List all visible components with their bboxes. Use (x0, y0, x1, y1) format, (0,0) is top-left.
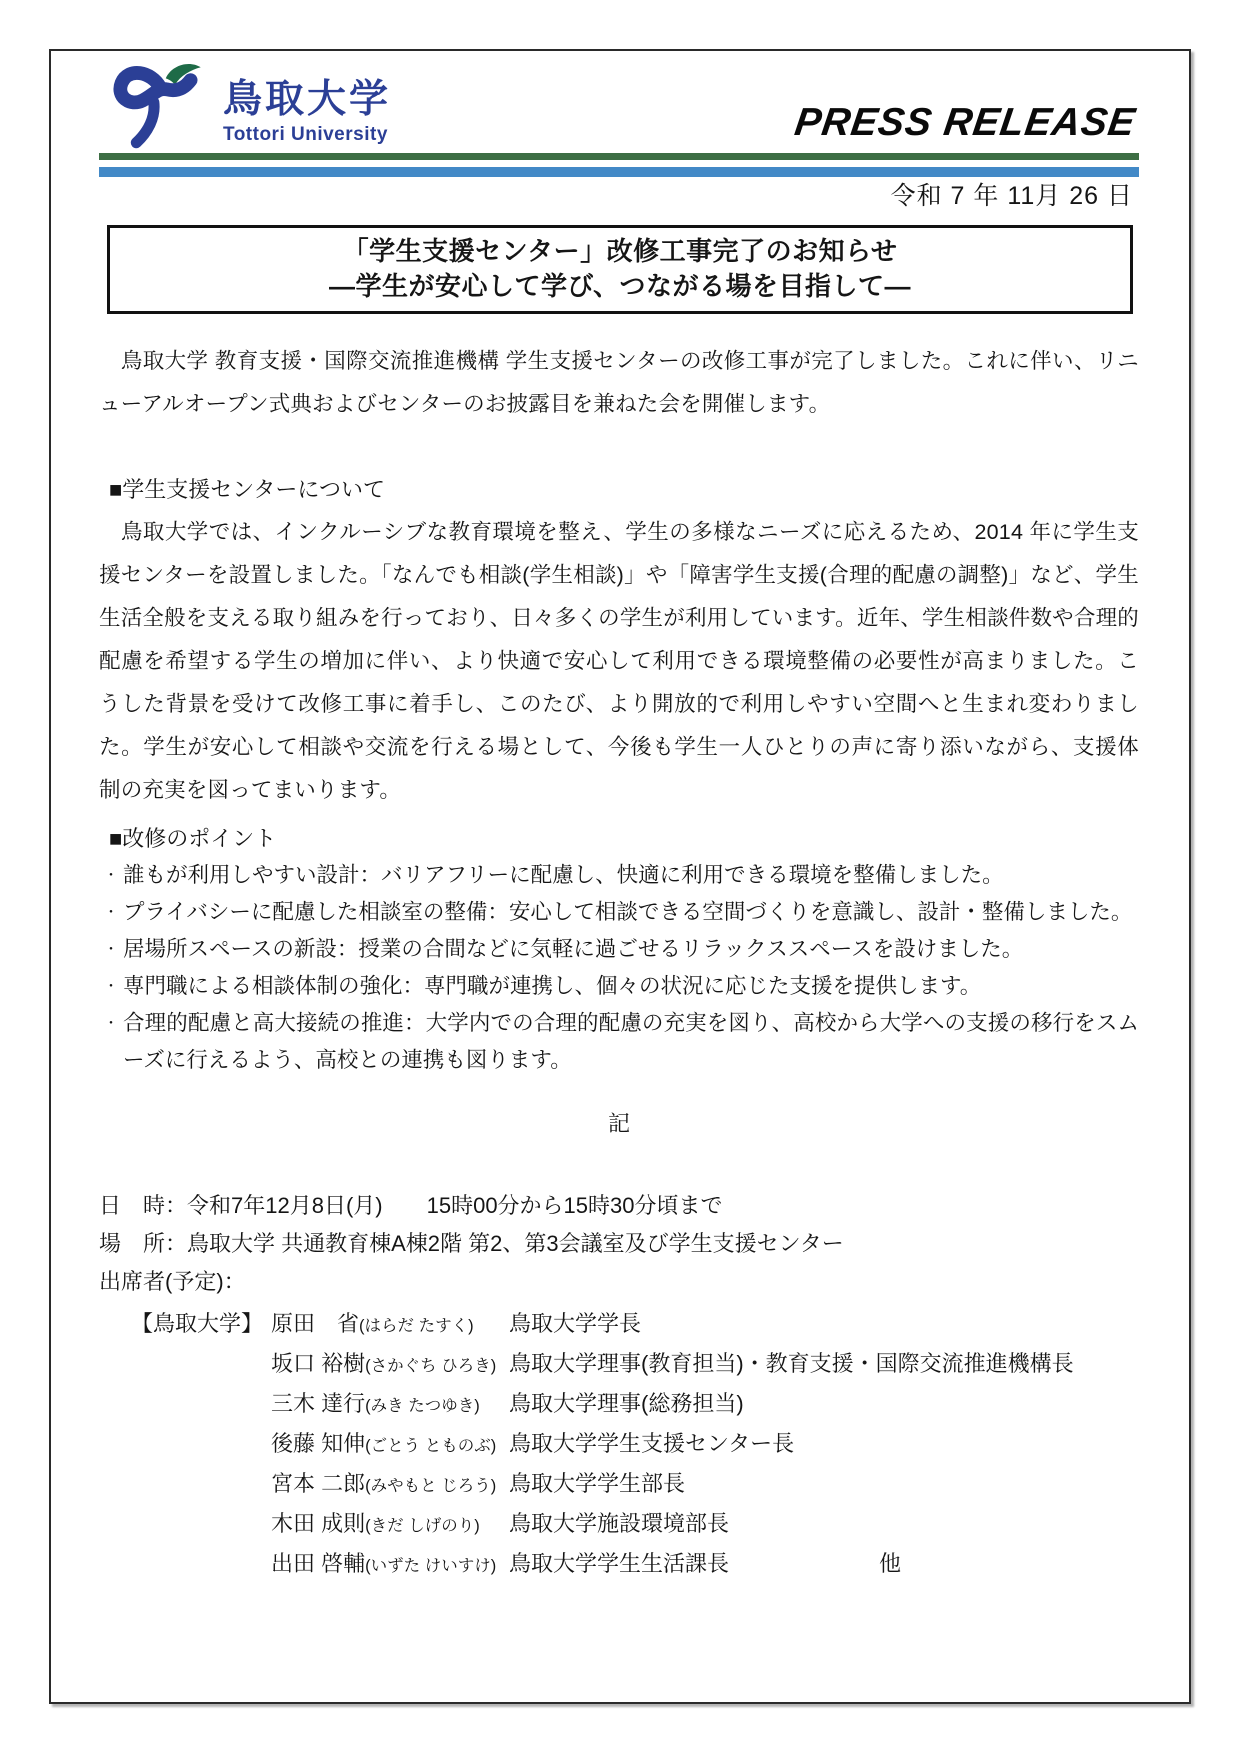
table-row (131, 1345, 1169, 1385)
attendees-others: 他 (879, 1551, 902, 1576)
list-item (99, 1005, 1139, 1079)
logo-title-en: Tottori University (223, 124, 388, 145)
bullet-icon: ・ (104, 978, 118, 994)
renovation-points-list (99, 857, 1139, 1079)
logo-title-jp: 鳥取大学 (223, 78, 392, 121)
page-header (51, 51, 1189, 153)
event-details (99, 1187, 1139, 1301)
attendee-title: 鳥取大学理事(総務担当) (509, 1391, 744, 1416)
attendee-kana: (みやもと じろう) (365, 1477, 497, 1495)
place-label: 場 所： (99, 1231, 188, 1256)
press-release-page (49, 49, 1191, 1704)
attendee-kana: (きだ しげのり) (365, 1517, 480, 1535)
table-row (131, 1385, 1169, 1425)
tottori-university-logo (111, 59, 391, 151)
attendee-name: 木田 成則(きだ しげのり) (271, 1511, 480, 1536)
bullet-icon: ・ (104, 867, 118, 883)
datetime-value: 令和7年12月8日(月) 15時00分から15時30分頃まで (187, 1193, 723, 1218)
attendee-kana: (いずた けいすけ) (365, 1557, 497, 1575)
attendee-title: 鳥取大学学生生活課長 他 (509, 1545, 1169, 1583)
attendee-name: 原田 省(はらだ たすく) (271, 1311, 474, 1336)
section-heading-points: ■改修のポイント (109, 826, 277, 851)
datetime-line (99, 1187, 1139, 1225)
attendee-title: 鳥取大学学生支援センター長 (509, 1431, 795, 1456)
section-heading-about: ■学生支援センターについて (109, 477, 385, 502)
bullet-icon: ・ (104, 904, 118, 920)
tottori-bird-logo-icon (111, 59, 215, 151)
table-row (131, 1465, 1169, 1505)
bullet-text: 誰もが利用しやすい設計：バリアフリーに配慮し、快適に利用できる環境を整備しました。 (123, 863, 1004, 887)
header-rule-blue (99, 167, 1139, 177)
attendee-kana: (ごとう とものぶ) (365, 1437, 497, 1455)
attendees-label-line (99, 1263, 1139, 1301)
title-line-2: ―学生が安心して学び、つながる場を目指して― (329, 271, 911, 301)
intro-paragraph: 鳥取大学 教育支援・国際交流推進機構 学生支援センターの改修工事が完了しました。これに伴い、リニューアルオープン式典およびセンターのお披露目を兼ねた会を開催します。 (99, 349, 1139, 416)
bullet-text: プライバシーに配慮した相談室の整備：安心して相談できる空間づくりを意識し、設計・整備しました。 (123, 900, 1133, 924)
attendee-title: 鳥取大学施設環境部長 (509, 1511, 730, 1536)
press-release-label: PRESS RELEASE (791, 101, 1139, 144)
bullet-text: 専門職による相談体制の強化：専門職が連携し、個々の状況に応じた支援を提供します。 (123, 974, 982, 998)
attendee-title: 鳥取大学学生部長 (509, 1471, 686, 1496)
bullet-icon: ・ (104, 941, 118, 957)
table-row (131, 1505, 1169, 1545)
attendee-name: 宮本 二郎(みやもと じろう) (271, 1471, 497, 1496)
table-row (131, 1425, 1169, 1465)
place-value: 鳥取大学 共通教育棟A棟2階 第2、第3会議室及び学生支援センター (187, 1231, 844, 1256)
title-box (107, 225, 1133, 314)
about-paragraph: 鳥取大学では、インクルーシブな教育環境を整え、学生の多様なニーズに応えるため、2014 年に学生支援センターを設置しました。「なんでも相談(学生相談)」や「障害学生支援(合理的配慮の調整)」など、学生生活全般を支える取り組みを行っており、日々多くの学生が利用しています。近年、学生相談件数や合理的配慮を希望する学生の増加に伴い、より快適で安心して利用できる環境整備の必要性が高まりました。こうした背景を受けて改修工事に着手し、このたび、より開放的で利用しやすい空間へと生まれ変わりました。学生が安心して相談や交流を行える場として、今後も学生一人ひとりの声に寄り添いながら、支援体制の充実を図ってまいります。 (99, 520, 1139, 802)
attendee-title: 鳥取大学理事(教育担当)・教育支援・国際交流推進機構長 (509, 1351, 1074, 1376)
attendee-kana: (はらだ たすく) (359, 1317, 474, 1335)
attendee-title: 鳥取大学学長 (509, 1311, 642, 1336)
list-item (99, 968, 1139, 1005)
title-line-1: 「学生支援センター」改修工事完了のお知らせ (342, 236, 898, 266)
attendee-name: 後藤 知伸(ごとう とものぶ) (271, 1431, 497, 1456)
attendee-name: 出田 啓輔(いずた けいすけ) (271, 1551, 497, 1576)
attendee-name: 三木 達行(みき たつゆき) (271, 1391, 480, 1416)
attendees-table (131, 1305, 1169, 1585)
list-item (99, 931, 1139, 968)
bullet-text: 居場所スペースの新設：授業の合間などに気軽に過ごせるリラックススペースを設けました。 (123, 937, 1024, 961)
place-line (99, 1225, 1139, 1263)
datetime-label: 日 時： (99, 1193, 188, 1218)
table-row (131, 1305, 1169, 1345)
attendee-name: 坂口 裕樹(さかぐち ひろき) (271, 1351, 497, 1376)
list-item (99, 894, 1139, 931)
header-rule-green (99, 153, 1139, 160)
release-date: 令和 7 年 11月 26 日 (890, 182, 1133, 210)
attendee-kana: (さかぐち ひろき) (365, 1357, 497, 1375)
table-row (131, 1545, 1169, 1585)
bullet-text: 合理的配慮と高大接続の推進：大学内での合理的配慮の充実を図り、高校から大学への支援の移行をスムーズに行えるよう、高校との連携も図ります。 (123, 1011, 1139, 1072)
bullet-icon: ・ (104, 1015, 118, 1031)
attendees-label: 出席者(予定)： (99, 1269, 246, 1294)
attendee-group: 【鳥取大学】 (131, 1311, 264, 1336)
attendee-kana: (みき たつゆき) (365, 1397, 480, 1415)
ki-marker: 記 (607, 1111, 632, 1136)
list-item (99, 857, 1139, 894)
logo-text (223, 59, 391, 147)
